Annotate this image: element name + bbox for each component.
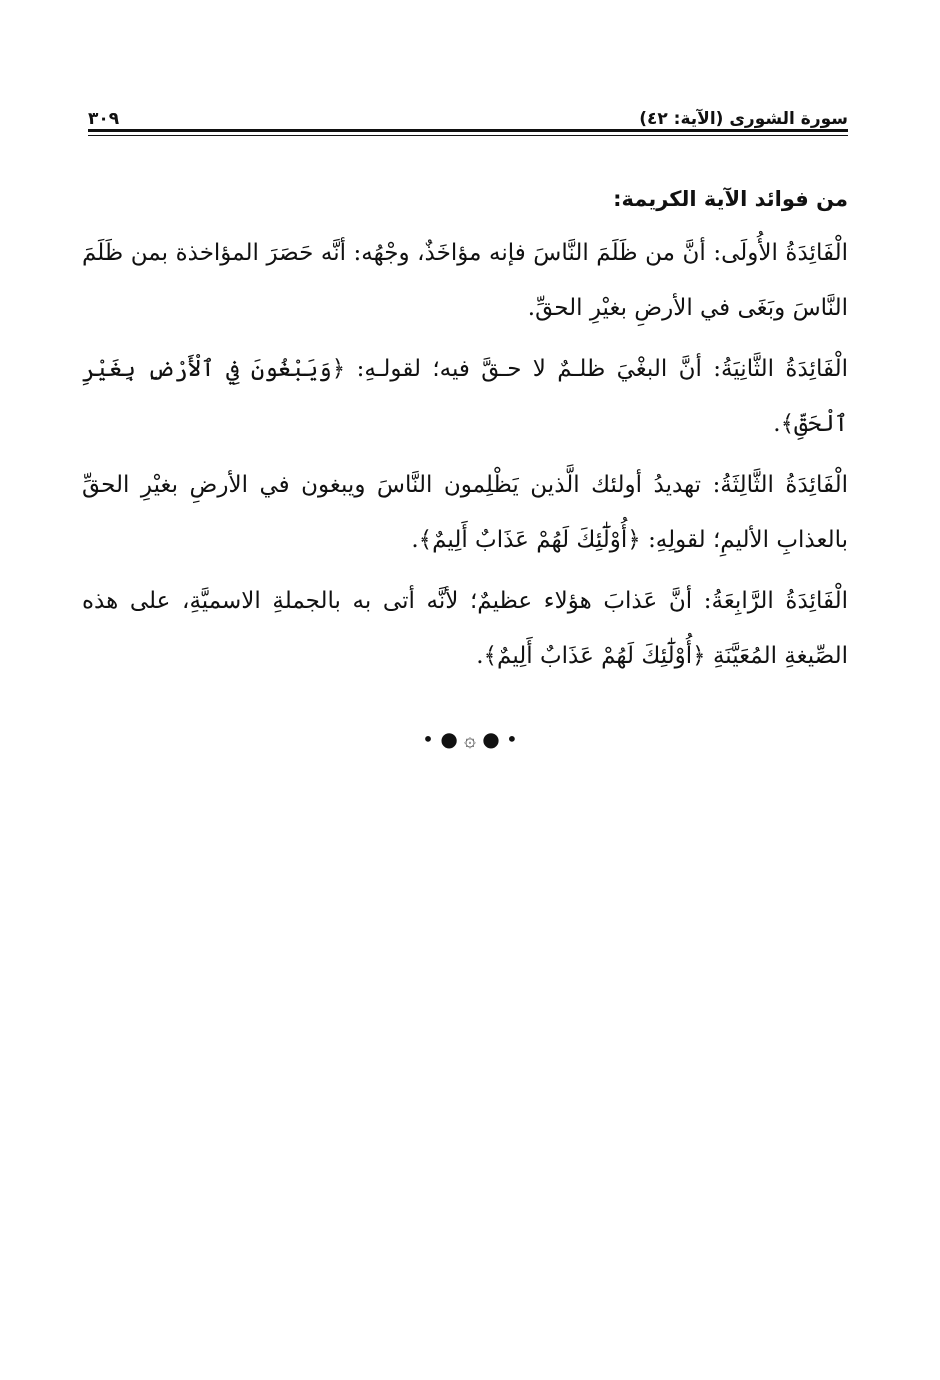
benefit-1-label: الْفَائِدَةُ الأُولَى: bbox=[713, 240, 849, 266]
header-rule-thick bbox=[88, 129, 848, 132]
benefit-2-end: . bbox=[773, 411, 781, 437]
benefit-4-label: الْفَائِدَةُ الرَّابِعَةُ: bbox=[703, 588, 849, 614]
page-number: ٣٠٩ bbox=[88, 109, 120, 129]
benefit-4-quote: ﴿أُوْلَٰٓئِكَ لَهُمْ عَذَابٌ أَلِيمٌ﴾ bbox=[483, 643, 706, 669]
benefit-3 bbox=[82, 458, 848, 568]
benefit-1-text: أنَّ من ظَلَمَ النَّاسَ فإنه مؤاخَذٌ، وجْهُه: أنَّه حَصَرَ المؤاخذة بمن ظَلَمَ النَّاسَ وبَغَى في الأرضِ بغيْرِ الحقِّ. bbox=[82, 240, 848, 321]
page-content bbox=[82, 176, 848, 690]
benefit-3-end: . bbox=[411, 527, 419, 553]
benefit-3-text: تهديدُ أولئك الَّذين يَظْلِمون النَّاسَ ويبغون في الأرضِ بغيْرِ الحقِّ بالعذابِ الأليمِ؛ لقولِهِ: bbox=[82, 472, 848, 553]
benefit-3-label: الْفَائِدَةُ الثَّالِثَةُ: bbox=[712, 472, 848, 498]
benefit-4 bbox=[82, 574, 848, 684]
benefit-4-end: . bbox=[476, 643, 484, 669]
benefit-4-text: أنَّ عَذابَ هؤلاء عظيمٌ؛ لأنَّه أتى به بالجملةِ الاسميَّةِ، على هذه الصِّيغةِ المُعَيَّنَةِ bbox=[82, 588, 848, 669]
running-header bbox=[88, 98, 848, 128]
benefit-2-label: الْفَائِدَةُ الثَّانِيَةُ: bbox=[713, 356, 848, 382]
section-end-ornament: • ● ۞ ● • bbox=[422, 727, 518, 751]
benefit-2 bbox=[82, 342, 848, 452]
benefit-2-text: أنَّ البغْيَ ظلـمٌ لا حـقَّ فيه؛ لقولـهِ: bbox=[356, 356, 702, 382]
surah-title: سورة الشورى (الآية: ٤٢) bbox=[639, 109, 848, 129]
benefit-2-quote: ﴿وَيَبْغُونَ فِي ٱلْأَرْضِ بِغَيْرِ ٱلْحَقِّ﴾ bbox=[82, 356, 848, 437]
benefit-1 bbox=[82, 226, 848, 336]
section-heading: من فوائد الآية الكريمة: bbox=[613, 187, 848, 211]
header-rule-thin bbox=[88, 135, 848, 136]
benefit-3-quote: ﴿أُوْلَٰٓئِكَ لَهُمْ عَذَابٌ أَلِيمٌ﴾ bbox=[418, 527, 641, 553]
